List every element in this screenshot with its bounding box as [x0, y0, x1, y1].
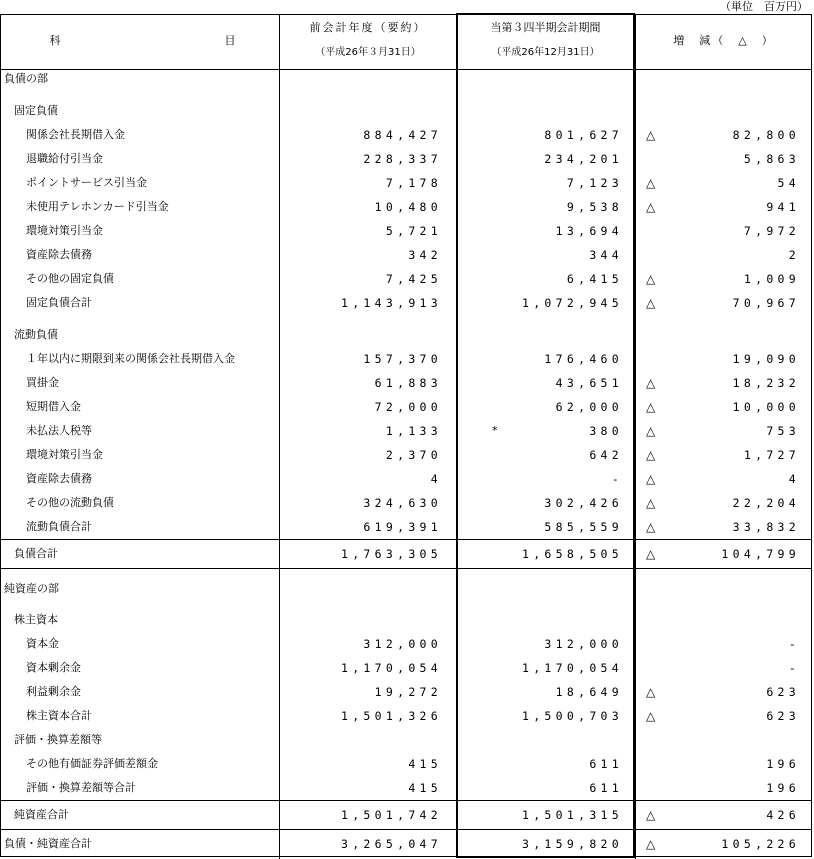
- change-value: 104,799: [721, 547, 800, 561]
- row-label: 資本剰余金: [26, 661, 81, 674]
- change-value: 1,009: [743, 272, 800, 286]
- section-divider: [0, 568, 812, 569]
- current-period-value: [505, 68, 623, 90]
- current-period-value: 6,415: [566, 272, 623, 286]
- current-period-value: 1,658,505: [521, 547, 623, 561]
- current-period-value: 7,123: [566, 176, 623, 190]
- current-period-value: 585,559: [544, 520, 623, 534]
- decrease-mark: △: [646, 448, 656, 462]
- change-value: 623: [766, 685, 800, 699]
- prev-year-value: 312,000: [363, 637, 442, 651]
- decrease-mark: △: [646, 424, 656, 438]
- note-mark: [492, 777, 504, 799]
- current-period-value: 176,460: [544, 352, 623, 366]
- header-prev-title: 前会計年度（要約）: [309, 21, 427, 34]
- note-mark: [492, 681, 504, 703]
- current-period-value: 3,159,820: [521, 837, 623, 851]
- decrease-mark: [646, 100, 662, 122]
- current-period-value: 801,627: [544, 128, 623, 142]
- section-divider: [0, 539, 812, 540]
- note-mark: [492, 729, 504, 751]
- change-value: 19,090: [732, 352, 800, 366]
- row-label: 関係会社長期借入金: [26, 128, 125, 141]
- prev-year-value: 1,143,913: [340, 296, 442, 310]
- row-label: 負債・純資産合計: [4, 837, 92, 850]
- change-value: [664, 578, 800, 600]
- row-label: 固定負債: [14, 104, 58, 117]
- prev-year-value: 157,370: [363, 352, 442, 366]
- current-period-value: 312,000: [544, 637, 623, 651]
- note-mark: [492, 148, 504, 170]
- note-mark: [492, 372, 504, 394]
- change-value: -: [788, 637, 800, 651]
- row-label: 流動負債合計: [26, 520, 92, 533]
- prev-year-value: 10,480: [374, 200, 442, 214]
- header-curr-date: （平成26年12月31日）: [491, 47, 600, 58]
- decrease-mark: △: [646, 176, 656, 190]
- prev-year-value: 619,391: [363, 520, 442, 534]
- note-mark: [492, 468, 504, 490]
- change-value: [664, 609, 800, 631]
- change-value: 82,800: [732, 128, 800, 142]
- change-value: 4: [788, 472, 800, 486]
- change-value: 5,863: [743, 152, 800, 166]
- note-mark: [492, 196, 504, 218]
- current-period-value: 302,426: [544, 496, 623, 510]
- note-mark: [492, 396, 504, 418]
- note-mark: [492, 172, 504, 194]
- row-label: 負債の部: [4, 72, 48, 85]
- unit-note: （単位 百万円）: [720, 0, 808, 13]
- header-prev-date: （平成26年３月31日）: [315, 47, 421, 58]
- column-divider: [635, 14, 636, 859]
- change-value: 1,727: [743, 448, 800, 462]
- current-period-value: 13,694: [555, 224, 623, 238]
- decrease-mark: △: [646, 128, 656, 142]
- note-mark: [492, 100, 504, 122]
- note-mark: [492, 124, 504, 146]
- note-mark: [492, 292, 504, 314]
- decrease-mark: △: [646, 808, 656, 822]
- prev-year-value: [282, 324, 442, 346]
- change-value: 426: [766, 808, 800, 822]
- prev-year-value: 415: [408, 757, 442, 771]
- note-mark: [492, 633, 504, 655]
- decrease-mark: [646, 657, 662, 679]
- note-mark: [492, 244, 504, 266]
- change-value: 623: [766, 709, 800, 723]
- decrease-mark: [646, 578, 662, 600]
- change-value: 10,000: [732, 400, 800, 414]
- note-mark: [492, 516, 504, 538]
- decrease-mark: △: [646, 272, 656, 286]
- change-value: -: [788, 661, 800, 675]
- note-mark: [492, 705, 504, 727]
- decrease-mark: △: [646, 685, 656, 699]
- row-label: 負債合計: [14, 547, 58, 560]
- header-account-left: 科: [49, 34, 61, 47]
- prev-year-value: 19,272: [374, 685, 442, 699]
- change-value: 105,226: [721, 837, 800, 851]
- row-label: 環境対策引当金: [26, 448, 103, 461]
- prev-year-value: 1,501,326: [340, 709, 442, 723]
- current-period-value: 62,000: [555, 400, 623, 414]
- row-label: 流動負債: [14, 328, 58, 341]
- row-label: 純資産の部: [4, 582, 59, 595]
- change-value: 753: [766, 424, 800, 438]
- header-diff-title: 増 減（ △ ）: [673, 34, 775, 47]
- change-value: 196: [766, 781, 800, 795]
- decrease-mark: [646, 220, 662, 242]
- row-label: 株主資本: [14, 613, 58, 626]
- prev-year-value: 4: [430, 472, 442, 486]
- current-period-value: 344: [589, 248, 623, 262]
- prev-year-value: 2,370: [385, 448, 442, 462]
- decrease-mark: [646, 68, 662, 90]
- note-mark: [492, 220, 504, 242]
- current-period-value: 1,072,945: [521, 296, 623, 310]
- prev-year-value: [282, 609, 442, 631]
- row-label: 株主資本合計: [26, 709, 92, 722]
- note-mark: [492, 609, 504, 631]
- decrease-mark: △: [646, 837, 656, 851]
- row-label: 評価・換算差額等: [14, 733, 102, 746]
- change-value: [664, 729, 800, 751]
- change-value: 54: [777, 176, 800, 190]
- change-value: [664, 68, 800, 90]
- note-mark: *: [492, 424, 498, 437]
- row-label: その他の固定負債: [26, 272, 114, 285]
- change-value: 7,972: [743, 224, 800, 238]
- current-period-value: -: [611, 472, 623, 486]
- decrease-mark: △: [646, 376, 656, 390]
- note-mark: [492, 657, 504, 679]
- note-mark: [492, 68, 504, 90]
- prev-year-value: 3,265,047: [340, 837, 442, 851]
- note-mark: [492, 348, 504, 370]
- row-label: ポイントサービス引当金: [26, 176, 147, 189]
- change-value: 2: [788, 248, 800, 262]
- current-period-value: 234,201: [544, 152, 623, 166]
- current-period-value: [505, 324, 623, 346]
- row-label: 退職給付引当金: [26, 152, 103, 165]
- decrease-mark: △: [646, 547, 656, 561]
- decrease-mark: △: [646, 520, 656, 534]
- current-period-value: 642: [589, 448, 623, 462]
- current-period-value: [505, 578, 623, 600]
- current-period-value: 9,538: [566, 200, 623, 214]
- current-period-value: [505, 729, 623, 751]
- row-label: その他の流動負債: [26, 496, 114, 509]
- change-value: 33,832: [732, 520, 800, 534]
- change-value: [664, 100, 800, 122]
- change-value: 18,232: [732, 376, 800, 390]
- note-mark: [492, 492, 504, 514]
- decrease-mark: [646, 244, 662, 266]
- decrease-mark: [646, 609, 662, 631]
- decrease-mark: [646, 777, 662, 799]
- prev-year-value: [282, 68, 442, 90]
- prev-year-value: [282, 578, 442, 600]
- prev-year-value: 884,427: [363, 128, 442, 142]
- row-label: 未払法人税等: [26, 424, 92, 437]
- header-account-right: 目: [224, 34, 236, 47]
- prev-year-value: 1,133: [385, 424, 442, 438]
- current-period-value: 380: [589, 424, 623, 438]
- note-mark: [492, 753, 504, 775]
- decrease-mark: [646, 348, 662, 370]
- note-mark: [492, 268, 504, 290]
- decrease-mark: [646, 729, 662, 751]
- prev-year-value: 1,501,742: [340, 808, 442, 822]
- prev-year-value: [282, 100, 442, 122]
- row-label: １年以内に期限到来の関係会社長期借入金: [26, 352, 235, 365]
- decrease-mark: △: [646, 472, 656, 486]
- prev-year-value: [282, 729, 442, 751]
- note-mark: [492, 543, 504, 565]
- prev-year-value: 61,883: [374, 376, 442, 390]
- decrease-mark: [646, 633, 662, 655]
- prev-year-value: 72,000: [374, 400, 442, 414]
- row-label: その他有価証券評価差額金: [26, 757, 158, 770]
- change-value: 22,204: [732, 496, 800, 510]
- current-period-value: 611: [589, 781, 623, 795]
- current-period-value: 1,500,703: [521, 709, 623, 723]
- row-label: 短期借入金: [26, 400, 81, 413]
- decrease-mark: △: [646, 709, 656, 723]
- header-curr-title: 当第３四半期会計期間: [490, 21, 601, 34]
- row-label: 純資産合計: [14, 808, 69, 821]
- note-mark: [492, 804, 504, 826]
- row-label: 資本金: [26, 637, 59, 650]
- prev-year-value: 1,170,054: [340, 661, 442, 675]
- decrease-mark: [646, 324, 662, 346]
- prev-year-value: 228,337: [363, 152, 442, 166]
- note-mark: [492, 833, 504, 855]
- prev-year-value: 7,425: [385, 272, 442, 286]
- current-period-value: 18,649: [555, 685, 623, 699]
- section-divider: [0, 829, 812, 830]
- row-label: 評価・換算差額等合計: [26, 781, 136, 794]
- decrease-mark: △: [646, 296, 656, 310]
- prev-year-value: 324,630: [363, 496, 442, 510]
- prev-year-value: 342: [408, 248, 442, 262]
- row-label: 資産除去債務: [26, 248, 92, 261]
- row-label: 買掛金: [26, 376, 59, 389]
- decrease-mark: [646, 148, 662, 170]
- prev-year-value: 7,178: [385, 176, 442, 190]
- decrease-mark: [646, 753, 662, 775]
- row-label: 環境対策引当金: [26, 224, 103, 237]
- change-value: [664, 324, 800, 346]
- decrease-mark: △: [646, 496, 656, 510]
- note-mark: [492, 324, 504, 346]
- note-mark: [492, 578, 504, 600]
- row-label: 固定負債合計: [26, 296, 92, 309]
- prev-year-value: 1,763,305: [340, 547, 442, 561]
- row-label: 資産除去債務: [26, 472, 92, 485]
- row-label: 未使用テレホンカード引当金: [26, 200, 169, 213]
- row-label: 利益剰余金: [26, 685, 81, 698]
- section-divider: [0, 800, 812, 801]
- change-value: 941: [766, 200, 800, 214]
- current-period-value: [505, 609, 623, 631]
- note-mark: [492, 444, 504, 466]
- decrease-mark: △: [646, 400, 656, 414]
- decrease-mark: △: [646, 200, 656, 214]
- current-period-value: 1,501,315: [521, 808, 623, 822]
- prev-year-value: 5,721: [385, 224, 442, 238]
- current-period-value: 611: [589, 757, 623, 771]
- prev-year-value: 415: [408, 781, 442, 795]
- change-value: 196: [766, 757, 800, 771]
- change-value: 70,967: [732, 296, 800, 310]
- current-period-value: 43,651: [555, 376, 623, 390]
- column-divider: [279, 14, 280, 859]
- current-period-value: 1,170,054: [521, 661, 623, 675]
- current-period-value: [505, 100, 623, 122]
